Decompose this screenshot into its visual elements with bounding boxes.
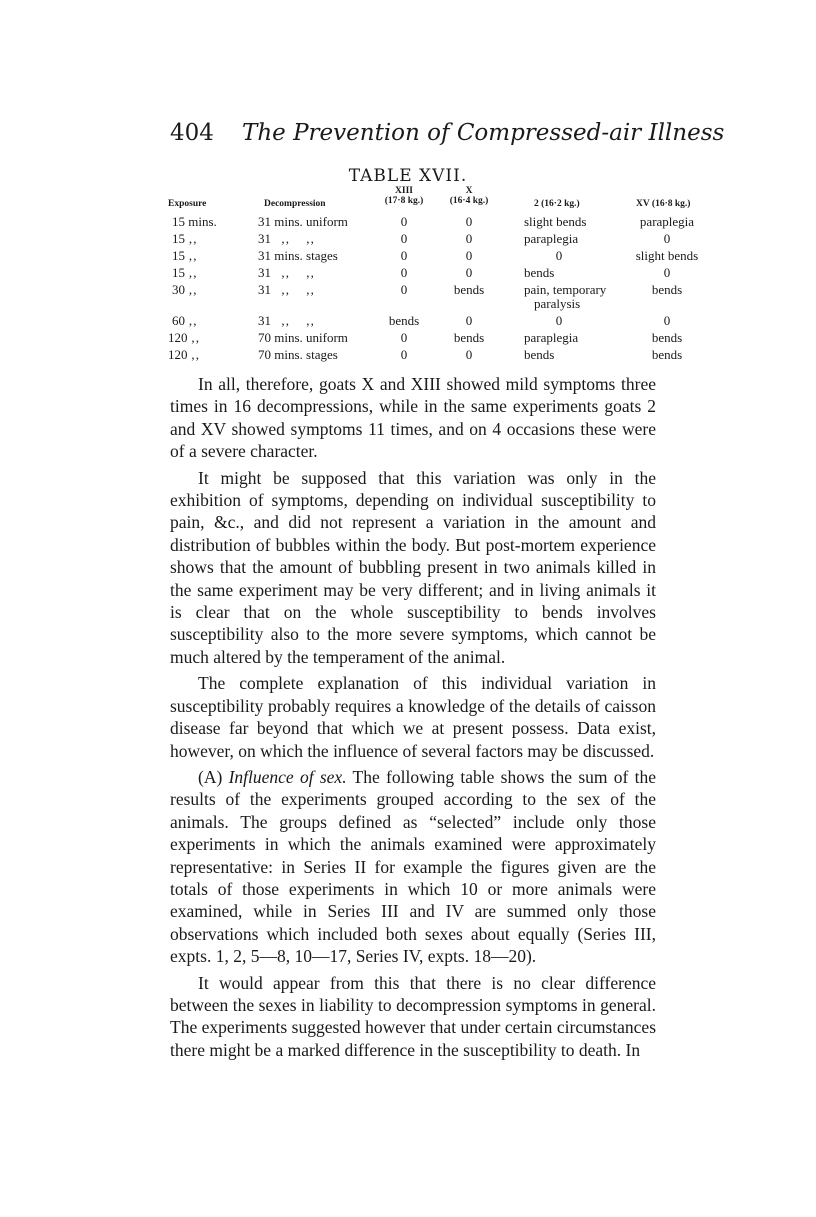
cell-exposure: 60 ‚‚ — [172, 313, 197, 328]
cell-exposure: 30 ‚‚ — [172, 282, 197, 297]
cell-xv: bends — [651, 282, 683, 297]
cell-exposure: 15 ‚‚ — [172, 248, 197, 263]
cell-decompression: 70 mins. uniform — [258, 330, 348, 345]
paragraph: It would appear from this that there is no clear difference between the sexes in liability to decompression symptoms in general. The experiments suggested however that under certain circumstances there might be a marked difference in the susceptibility to death. In — [170, 972, 656, 1060]
table-title: TABLE XVII. — [348, 166, 468, 186]
cell-exposure: 15 ‚‚ — [172, 231, 197, 246]
paragraph: In all, therefore, goats X and XIII showed mild symptoms three times in 16 decompressions, while in the same experiments goats 2 and XV showed symptoms 11 times, and on 4 occasions these were of a severe character. — [170, 374, 656, 462]
paragraph: It might be supposed that this variation was only in the exhibition of symptoms, depending on individual susceptibility to pain, &c., and did not represent a variation in the amount and distribution of bubbles within the body. But post-mortem experience shows that the amount of bubbling present in two animals killed in the same experiment may be very different; and in living animals it is clear that on the whole susceptibility to bends involves susceptibility also to the more severe symptoms, which cannot be much altered by the temperament of the animal. — [170, 467, 656, 667]
header-goat-xiii-weight: (17·8 kg.) — [384, 196, 424, 206]
cell-goat-2: bends — [524, 347, 555, 362]
cell-goat-2: paraplegia — [524, 330, 579, 345]
cell-xiii: 0 — [400, 347, 408, 362]
cell-exposure: 120 ‚‚ — [168, 347, 200, 362]
cell-decompression: 31 ‚‚ ‚‚ — [258, 313, 315, 328]
cell-exposure: 15 ‚‚ — [172, 265, 197, 280]
cell-xv: 0 — [663, 313, 671, 328]
cell-xv: slight bends — [635, 248, 699, 263]
cell-exposure: 15 mins. — [172, 214, 217, 229]
cell-xv: 0 — [663, 265, 671, 280]
cell-decompression: 31 mins. uniform — [258, 214, 348, 229]
cell-xiii: 0 — [400, 231, 408, 246]
cell-xiii: 0 — [400, 282, 408, 297]
cell-xiii: 0 — [400, 265, 408, 280]
cell-decompression: 31 ‚‚ ‚‚ — [258, 231, 315, 246]
cell-goat-2-continued: paralysis — [534, 296, 581, 311]
header-decompression: Decompression — [264, 199, 326, 209]
cell-x: 0 — [465, 214, 473, 229]
paragraph: The complete explanation of this individual variation in susceptibility probably requires a knowledge of the details of caisson disease far beyond that which we at present possess. Data exist, however, on which the influence of several factors may be discussed. — [170, 673, 656, 761]
cell-x: bends — [453, 330, 485, 345]
cell-xiii: 0 — [400, 330, 408, 345]
header-goat-xiii-name: XIII — [395, 186, 413, 196]
cell-goat-2: slight bends — [524, 214, 587, 229]
cell-decompression: 31 ‚‚ ‚‚ — [258, 265, 315, 280]
section-label: (A) — [198, 766, 223, 787]
section-heading: Influence of sex. — [228, 766, 347, 787]
section-text: The following table shows the sum of the results of the experiments grouped according to the sex of the animals. The groups defined as “selected” include only those experiments in which the animals examined were approximately representative: in Series II for example the figures given are the totals of those experiments in which 10 or more animals were examined, while in Series III and IV are summed only those observations which included both sexes about equally (Series III, expts. 1, 2, 5—8, 10—17, Series IV, expts. 18—20). — [170, 766, 657, 967]
cell-goat-2: paraplegia — [524, 231, 579, 246]
header-goat-x-name: X — [465, 186, 473, 196]
cell-xv: bends — [651, 347, 683, 362]
paragraph-influence-of-sex — [170, 766, 656, 968]
cell-x: 0 — [465, 248, 473, 263]
cell-xv: bends — [651, 330, 683, 345]
cell-x: 0 — [465, 347, 473, 362]
body-text — [170, 373, 656, 1061]
cell-goat-2: 0 — [555, 313, 563, 328]
cell-xv: paraplegia — [639, 214, 695, 229]
cell-x: bends — [453, 282, 485, 297]
header-goat-xv: XV (16·8 kg.) — [636, 199, 691, 209]
cell-goat-2: pain, temporary — [524, 282, 607, 297]
header-goat-xiii — [374, 186, 434, 206]
page-number: 404 — [170, 120, 214, 146]
cell-x: 0 — [465, 265, 473, 280]
cell-decompression: 31 ‚‚ ‚‚ — [258, 282, 315, 297]
running-title: The Prevention of Compressed-air Illness — [242, 120, 725, 146]
header-goat-x-weight: (16·4 kg.) — [449, 196, 489, 206]
cell-xiii: 0 — [400, 248, 408, 263]
cell-goat-2: bends — [524, 265, 555, 280]
cell-decompression: 31 mins. stages — [258, 248, 338, 263]
header-exposure: Exposure — [168, 199, 207, 209]
cell-decompression: 70 mins. stages — [258, 347, 338, 362]
cell-xiii: bends — [388, 313, 420, 328]
header-goat-x — [444, 186, 494, 206]
cell-exposure: 120 ‚‚ — [168, 330, 200, 345]
page-header — [170, 120, 725, 150]
header-goat-2: 2 (16·2 kg.) — [534, 199, 580, 209]
cell-x: 0 — [465, 231, 473, 246]
cell-xv: 0 — [663, 231, 671, 246]
cell-goat-2: 0 — [555, 248, 563, 263]
cell-xiii: 0 — [400, 214, 408, 229]
cell-x: 0 — [465, 313, 473, 328]
